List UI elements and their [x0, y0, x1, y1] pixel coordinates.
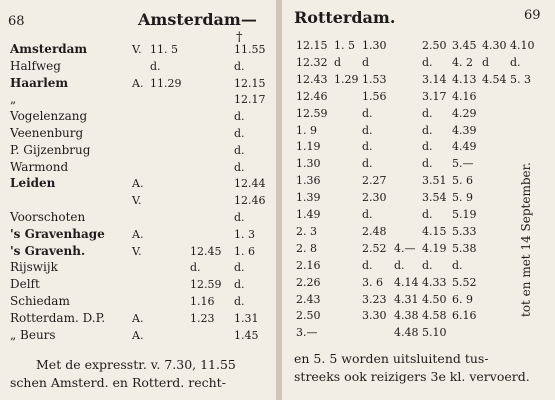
time-cell: 3.30 — [362, 309, 387, 322]
time-cell: 2. 3 — [296, 225, 317, 238]
dagger-mark: † — [236, 30, 243, 45]
time-col-3: 12.46 — [234, 194, 266, 207]
time-cell: d. — [422, 140, 433, 153]
time-cell: d. — [394, 259, 405, 272]
time-cell: d — [362, 56, 370, 69]
time-cell: d. — [362, 208, 373, 221]
time-cell: d. — [422, 56, 433, 69]
time-col-3: 12.17 — [234, 93, 266, 106]
time-cell: 1.29 — [334, 73, 359, 86]
left-page-title: Amsterdam— — [138, 10, 257, 29]
time-cell: d. — [452, 259, 463, 272]
time-cell: 1.39 — [296, 191, 321, 204]
time-col-3: d. — [234, 110, 245, 123]
time-cell: 5.38 — [452, 242, 477, 255]
left-footnote-line-1: Met de expresstr. v. 7.30, 11.55 — [36, 357, 236, 372]
time-cell: 6.16 — [452, 309, 477, 322]
time-col-2: 1.16 — [190, 295, 215, 308]
time-cell: d — [482, 56, 490, 69]
time-cell: 2. 8 — [296, 242, 317, 255]
time-col-1: 11. 5 — [150, 43, 178, 56]
arrival-departure-mark: A. — [132, 77, 144, 90]
time-cell: 4.14 — [394, 276, 419, 289]
arrival-departure-mark: A. — [132, 228, 144, 241]
time-cell: d. — [362, 259, 373, 272]
time-cell: 3.23 — [362, 293, 387, 306]
time-col-3: d. — [234, 161, 245, 174]
time-cell: d — [334, 56, 342, 69]
right-footnote-line-2: streeks ook reizigers 3e kl. vervoerd. — [294, 369, 530, 384]
time-cell: 3.— — [296, 326, 318, 339]
time-cell: 4. 2 — [452, 56, 473, 69]
station-name: Veenenburg — [10, 126, 84, 140]
time-cell: 4.10 — [510, 39, 535, 52]
left-page-number: 68 — [8, 14, 25, 29]
station-name: „ — [10, 92, 17, 106]
time-cell: 1.53 — [362, 73, 387, 86]
time-cell: 5.19 — [452, 208, 477, 221]
time-cell: d. — [422, 157, 433, 170]
time-cell: 4.50 — [422, 293, 447, 306]
time-col-3: 1.31 — [234, 312, 259, 325]
station-name: 's Gravenhage — [10, 227, 105, 241]
time-col-3: d. — [234, 261, 245, 274]
right-footnote-line-1: en 5. 5 worden uitsluitend tus- — [294, 351, 489, 366]
station-name: Warmond — [10, 160, 69, 174]
time-cell: d. — [362, 124, 373, 137]
time-col-1: d. — [150, 60, 161, 73]
time-cell: 4.38 — [394, 309, 419, 322]
time-cell: 3.51 — [422, 174, 447, 187]
time-cell: 2.50 — [422, 39, 447, 52]
station-name: Amsterdam — [10, 42, 88, 56]
time-cell: 12.46 — [296, 90, 328, 103]
time-cell: d. — [422, 208, 433, 221]
time-cell: 4.19 — [422, 242, 447, 255]
time-cell: 4.39 — [452, 124, 477, 137]
time-col-3: d. — [234, 211, 245, 224]
time-col-1: 11.29 — [150, 77, 182, 90]
time-cell: 2.27 — [362, 174, 387, 187]
time-col-3: d. — [234, 278, 245, 291]
station-name: Rijswijk — [10, 260, 58, 274]
right-page-title: Rotterdam. — [294, 8, 396, 27]
right-page — [282, 0, 555, 400]
time-cell: 6. 9 — [452, 293, 473, 306]
time-cell: 5.52 — [452, 276, 477, 289]
time-col-3: 1. 3 — [234, 228, 255, 241]
time-cell: 5.33 — [452, 225, 477, 238]
time-col-2: d. — [190, 261, 201, 274]
arrival-departure-mark: A. — [132, 329, 144, 342]
time-cell: 2.26 — [296, 276, 321, 289]
time-cell: d. — [422, 107, 433, 120]
time-cell: 12.32 — [296, 56, 328, 69]
time-cell: 4.— — [394, 242, 416, 255]
station-name: Vogelenzang — [10, 109, 88, 123]
time-cell: 5. 6 — [452, 174, 473, 187]
time-cell: d. — [422, 259, 433, 272]
time-cell: 4.31 — [394, 293, 419, 306]
station-name: P. Gijzenbrug — [10, 143, 91, 157]
time-cell: 2.48 — [362, 225, 387, 238]
time-cell: 4.16 — [452, 90, 477, 103]
arrival-departure-mark: V. — [132, 245, 142, 258]
time-col-3: 1. 6 — [234, 245, 255, 258]
time-cell: 3.14 — [422, 73, 447, 86]
station-name: Delft — [10, 277, 40, 291]
station-name: „ Beurs — [10, 328, 56, 342]
time-cell: 3.45 — [452, 39, 477, 52]
time-cell: d. — [422, 124, 433, 137]
time-cell: 4.30 — [482, 39, 507, 52]
time-cell: 4.58 — [422, 309, 447, 322]
time-cell: 1.56 — [362, 90, 387, 103]
time-cell: 5. 9 — [452, 191, 473, 204]
time-col-3: d. — [234, 60, 245, 73]
time-cell: 1. 5 — [334, 39, 355, 52]
station-name: Rotterdam. D.P. — [10, 311, 106, 325]
time-col-3: 1.45 — [234, 329, 259, 342]
time-cell: 3. 6 — [362, 276, 383, 289]
time-cell: 4.48 — [394, 326, 419, 339]
station-name: Schiedam — [10, 294, 70, 308]
left-footnote-line-2: schen Amsterd. en Rotterd. recht- — [10, 375, 226, 390]
station-name: 's Gravenh. — [10, 244, 86, 258]
time-cell: 4.54 — [482, 73, 507, 86]
time-cell: 4.15 — [422, 225, 447, 238]
time-cell: 4.29 — [452, 107, 477, 120]
time-cell: 2.52 — [362, 242, 387, 255]
station-name: Haarlem — [10, 76, 69, 90]
right-page-number: 69 — [524, 8, 541, 23]
arrival-departure-mark: V. — [132, 194, 142, 207]
time-col-2: 1.23 — [190, 312, 215, 325]
time-col-3: d. — [234, 295, 245, 308]
time-col-3: 12.44 — [234, 177, 266, 190]
time-cell: 4.13 — [452, 73, 477, 86]
time-cell: 3.54 — [422, 191, 447, 204]
time-cell: 4.49 — [452, 140, 477, 153]
validity-note: tot en met 14 September. — [519, 162, 533, 317]
time-col-3: d. — [234, 144, 245, 157]
time-cell: 1.30 — [362, 39, 387, 52]
time-cell: 12.15 — [296, 39, 328, 52]
time-cell: 5.— — [452, 157, 474, 170]
time-cell: 1. 9 — [296, 124, 317, 137]
time-cell: 2.50 — [296, 309, 321, 322]
time-cell: d. — [362, 107, 373, 120]
arrival-departure-mark: A. — [132, 312, 144, 325]
time-cell: d. — [510, 56, 521, 69]
time-col-2: 12.59 — [190, 278, 222, 291]
arrival-departure-mark: A. — [132, 177, 144, 190]
time-col-3: 12.15 — [234, 77, 266, 90]
time-cell: 12.59 — [296, 107, 328, 120]
station-name: Voorschoten — [10, 210, 86, 224]
time-cell: 1.30 — [296, 157, 321, 170]
time-cell: 1.49 — [296, 208, 321, 221]
arrival-departure-mark: V. — [132, 43, 142, 56]
time-cell: 2.30 — [362, 191, 387, 204]
time-col-2: 12.45 — [190, 245, 222, 258]
time-cell: 2.16 — [296, 259, 321, 272]
left-page — [0, 0, 276, 400]
time-col-3: d. — [234, 127, 245, 140]
time-cell: d. — [362, 157, 373, 170]
time-col-3: 11.55 — [234, 43, 266, 56]
time-cell: 5. 3 — [510, 73, 531, 86]
time-cell: 3.17 — [422, 90, 447, 103]
time-cell: 1.19 — [296, 140, 321, 153]
station-name: Halfweg — [10, 59, 61, 73]
time-cell: d. — [362, 140, 373, 153]
time-cell: 1.36 — [296, 174, 321, 187]
time-cell: 4.33 — [422, 276, 447, 289]
time-cell: 5.10 — [422, 326, 447, 339]
station-name: Leiden — [10, 176, 56, 190]
time-cell: 12.43 — [296, 73, 328, 86]
time-cell: 2.43 — [296, 293, 321, 306]
